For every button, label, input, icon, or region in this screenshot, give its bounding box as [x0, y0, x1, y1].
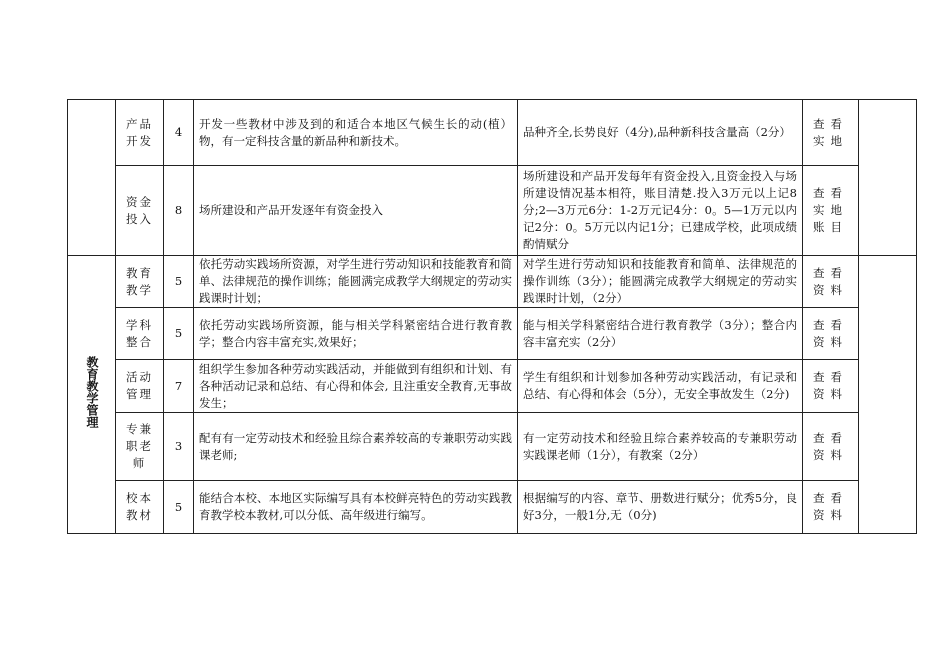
item-cell: 活动管理 — [116, 360, 164, 413]
content-cell: 开发一些教材中涉及到的和适合本地区气候生长的动(植）物，有一定科技含量的新品种和新技术。 — [194, 100, 518, 166]
table-row — [68, 308, 917, 360]
content-cell: 依托劳动实践场所资源，能与相关学科紧密结合进行教育教学；整合内容丰富充实,效果好； — [194, 308, 518, 360]
item-cell: 产品开发 — [116, 100, 164, 166]
table-row — [68, 413, 917, 481]
item-cell: 资金投入 — [116, 166, 164, 256]
table-row — [68, 360, 917, 413]
evaluation-table — [67, 99, 917, 534]
table-row — [68, 166, 917, 256]
score-cell: 5 — [164, 256, 194, 308]
category-label: 教育教学管理 — [85, 356, 99, 428]
standard-cell: 场所建设和产品开发每年有资金投入,且资金投入与场所建设情况基本相符，账目清楚.投入3万元以上记8分;2—3万元6分：1-2万元记4分：0。5—1万元以内记2分：0。5万元以内记1分；已建成学校，此项成绩酌情赋分 — [518, 166, 803, 256]
standard-cell: 能与相关学科紧密结合进行教育教学（3分）；整合内容丰富充实（2分） — [518, 308, 803, 360]
score-cell: 5 — [164, 481, 194, 534]
item-cell: 教育教学 — [116, 256, 164, 308]
method-cell: 查看资料 — [803, 481, 859, 534]
score-cell: 7 — [164, 360, 194, 413]
method-cell: 查看资料 — [803, 413, 859, 481]
item-cell: 专兼职老师 — [116, 413, 164, 481]
standard-cell: 有一定劳动技术和经验且综合素养较高的专兼职劳动实践课老师（1分），有教案（2分） — [518, 413, 803, 481]
item-cell: 学科整合 — [116, 308, 164, 360]
score-cell: 5 — [164, 308, 194, 360]
item-cell: 校本教材 — [116, 481, 164, 534]
method-cell: 查看资料 — [803, 308, 859, 360]
standard-cell: 对学生进行劳动知识和技能教育和简单、法律规范的操作训练（3分）；能圆满完成教学大纲规定的劳动实践课时计划，（2分） — [518, 256, 803, 308]
content-cell: 配有有一定劳动技术和经验且综合素养较高的专兼职劳动实践课老师; — [194, 413, 518, 481]
score-cell: 8 — [164, 166, 194, 256]
category-cell — [68, 100, 116, 256]
content-cell: 依托劳动实践场所资源，对学生进行劳动知识和技能教育和简单、法律规范的操作训练；能圆满完成教学大纲规定的劳动实践课时计划； — [194, 256, 518, 308]
method-cell: 查看实地账目 — [803, 166, 859, 256]
score-cell: 3 — [164, 413, 194, 481]
category-cell — [68, 256, 116, 534]
table-row — [68, 100, 917, 166]
blank-cell — [859, 256, 917, 534]
method-cell: 查看资料 — [803, 256, 859, 308]
score-cell: 4 — [164, 100, 194, 166]
table-row — [68, 256, 917, 308]
blank-cell — [859, 100, 917, 256]
standard-cell: 品种齐全,长势良好（4分),品种新科技含量高（2分） — [518, 100, 803, 166]
content-cell: 场所建设和产品开发逐年有资金投入 — [194, 166, 518, 256]
method-cell: 查看实地 — [803, 100, 859, 166]
method-cell: 查看资料 — [803, 360, 859, 413]
standard-cell: 学生有组织和计划参加各种劳动实践活动，有记录和总结、有心得和体会（5分），无安全事故发生（2分) — [518, 360, 803, 413]
standard-cell: 根据编写的内容、章节、册数进行赋分；优秀5分，良好3分，一般1分,无（0分) — [518, 481, 803, 534]
table-row — [68, 481, 917, 534]
content-cell: 能结合本校、本地区实际编写具有本校鲜亮特色的劳动实践教育教学校本教材,可以分低、高年级进行编写。 — [194, 481, 518, 534]
content-cell: 组织学生参加各种劳动实践活动，并能做到有组织和计划、有各种活动记录和总结、有心得和体会, 且注重安全教育,无事故发生； — [194, 360, 518, 413]
